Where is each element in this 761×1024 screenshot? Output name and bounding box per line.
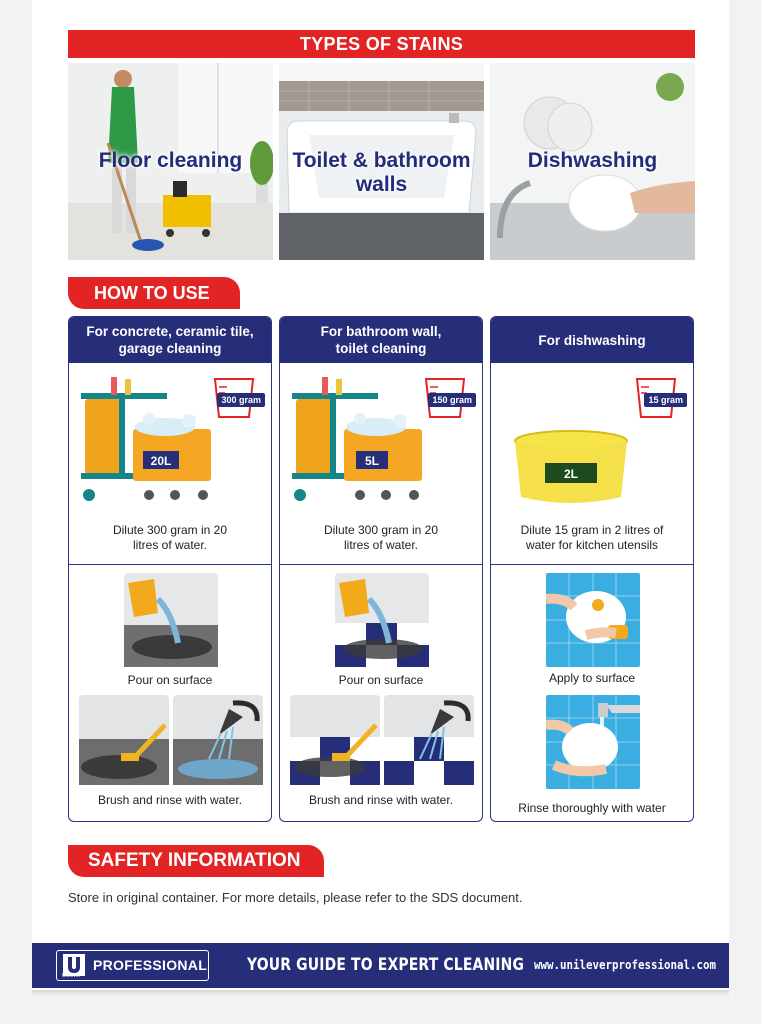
rinse-shower-icon xyxy=(384,695,474,785)
rinse-shower-icon xyxy=(173,695,263,785)
footer-tagline: YOUR GUIDE TO EXPERT CLEANING xyxy=(247,955,525,975)
pour-on-surface-icon xyxy=(335,573,429,667)
logo-sub-text: Unilever xyxy=(62,973,81,979)
apply-sponge-icon xyxy=(546,573,640,667)
basin-volume-label: 2L xyxy=(563,467,579,481)
toilet-bathroom-label: Toilet & bathroom walls xyxy=(292,149,471,196)
gram-badge: 300 gram xyxy=(217,393,265,407)
dishwashing-card xyxy=(490,63,695,260)
howto-column-bathroom xyxy=(279,316,483,822)
pour-on-surface-icon xyxy=(124,573,218,667)
dilution-text: Dilute 300 gram in 20 litres of water. xyxy=(323,523,439,552)
dilution-section xyxy=(69,363,271,565)
howto-column-dishwashing xyxy=(490,316,694,822)
brush-icon xyxy=(79,695,169,785)
dishwashing-label: Dishwashing xyxy=(527,149,658,172)
step-pour-label: Pour on surface xyxy=(338,673,424,687)
types-of-stains-header: TYPES OF STAINS xyxy=(68,30,695,58)
footer-url-link[interactable]: www.unileverprofessional.com xyxy=(534,958,717,972)
steps-section xyxy=(491,565,693,822)
footer-bar xyxy=(32,943,729,988)
howto-column-floor xyxy=(68,316,272,822)
steps-section xyxy=(69,565,271,822)
dilution-text: Dilute 300 gram in 20 litres of water. xyxy=(112,523,228,552)
floor-cleaning-card xyxy=(68,63,273,260)
step-brush-label: Brush and rinse with water. xyxy=(308,793,454,807)
trolley-volume-label: 5L xyxy=(364,454,380,468)
safety-text: Store in original container. For more details, please refer to the SDS document. xyxy=(68,890,523,905)
safety-information-tab: SAFETY INFORMATION xyxy=(68,845,324,877)
column-header: For concrete, ceramic tile, garage cleaning xyxy=(69,317,271,363)
dilution-section xyxy=(280,363,482,565)
step-pour-label: Pour on surface xyxy=(127,673,213,687)
brush-icon xyxy=(290,695,380,785)
trolley-volume-label: 20L xyxy=(150,454,172,468)
dilution-text: Dilute 15 gram in 2 litres of water for kitchen utensils xyxy=(520,523,664,552)
how-to-use-tab: HOW TO USE xyxy=(68,277,240,309)
unilever-professional-logo xyxy=(56,950,209,981)
toilet-bathroom-card xyxy=(279,63,484,260)
step-brush-label: Brush and rinse with water. xyxy=(97,793,243,807)
gram-badge: 150 gram xyxy=(428,393,476,407)
step-rinse-label: Rinse thoroughly with water xyxy=(518,801,666,815)
page-shadow xyxy=(32,990,729,996)
gram-badge: 15 gram xyxy=(644,393,687,407)
column-header: For bathroom wall, toilet cleaning xyxy=(280,317,482,363)
steps-section xyxy=(280,565,482,822)
rinse-tap-icon xyxy=(546,695,640,789)
logo-text: PROFESSIONAL xyxy=(93,957,208,973)
step-apply-label: Apply to surface xyxy=(548,671,636,685)
floor-cleaning-label: Floor cleaning xyxy=(98,149,243,172)
poster-page xyxy=(32,0,729,992)
column-header: For dishwashing xyxy=(491,317,693,363)
dilution-section xyxy=(491,363,693,565)
